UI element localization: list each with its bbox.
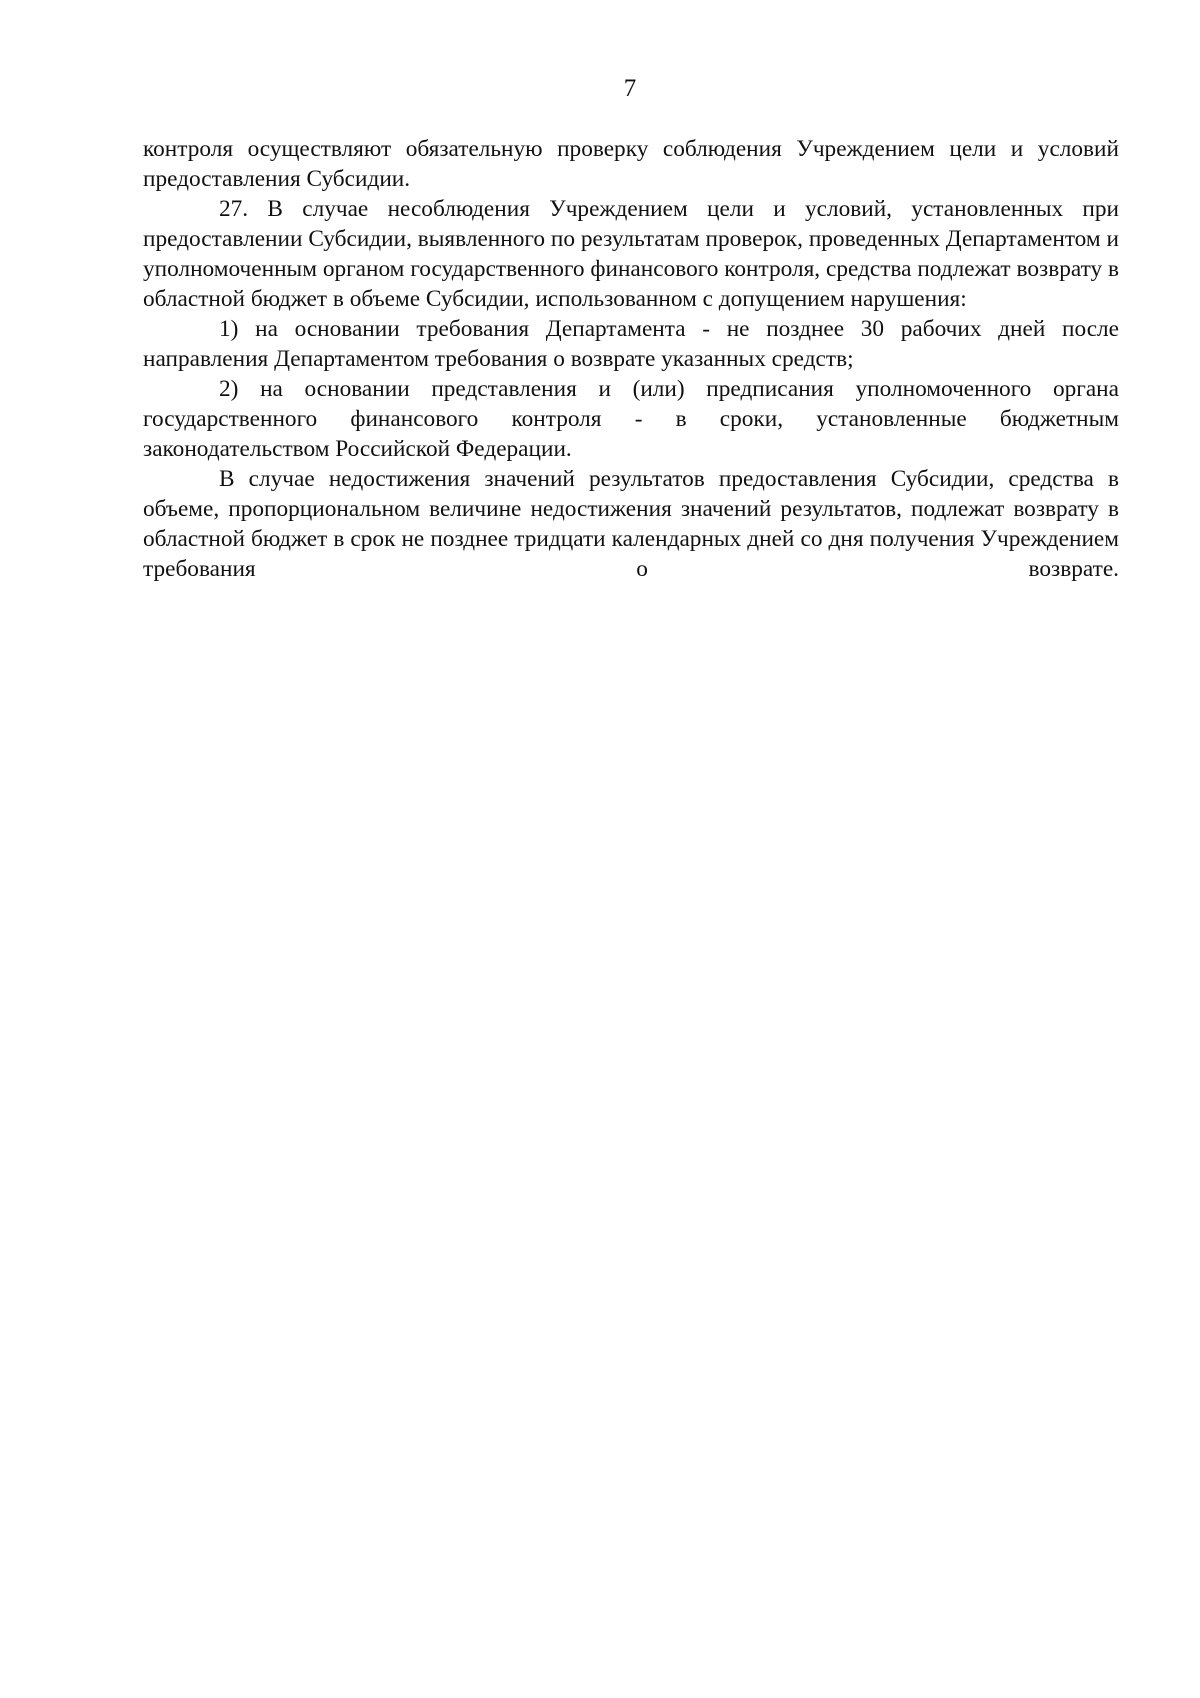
paragraph-underachievement: В случае недостижения значений результатов предоставления Субсидии, средства в объеме, пропорциональном величине недостижения значений результатов, подлежат возврату в областной бюджет в срок не позднее тридцати календарных дней со дня получения Учреждением требования о возврате. [143, 466, 1119, 582]
paragraph-item-1: 1) на основании требования Департамента - не позднее 30 рабочих дней после направления Департаментом требования о возврате указанных средств; [143, 316, 1119, 372]
paragraph-continuation: контроля осуществляют обязательную проверку соблюдения Учреждением цели и условий предоставления Субсидии. [143, 136, 1119, 192]
document-body [143, 134, 1119, 584]
page-number: 7 [623, 75, 637, 102]
paragraph-clause-27: 27. В случае несоблюдения Учреждением цели и условий, установленных при предоставлении Субсидии, выявленного по результатам проверок, проведенных Департаментом и уполномоченным органом государственного финансового контроля, средства подлежат возврату в областной бюджет в объеме Субсидии, использованном с допущением нарушения: [143, 196, 1119, 312]
paragraph-item-2: 2) на основании представления и (или) предписания уполномоченного органа государственного финансового контроля - в сроки, установленные бюджетным законодательством Российской Федерации. [143, 376, 1119, 462]
